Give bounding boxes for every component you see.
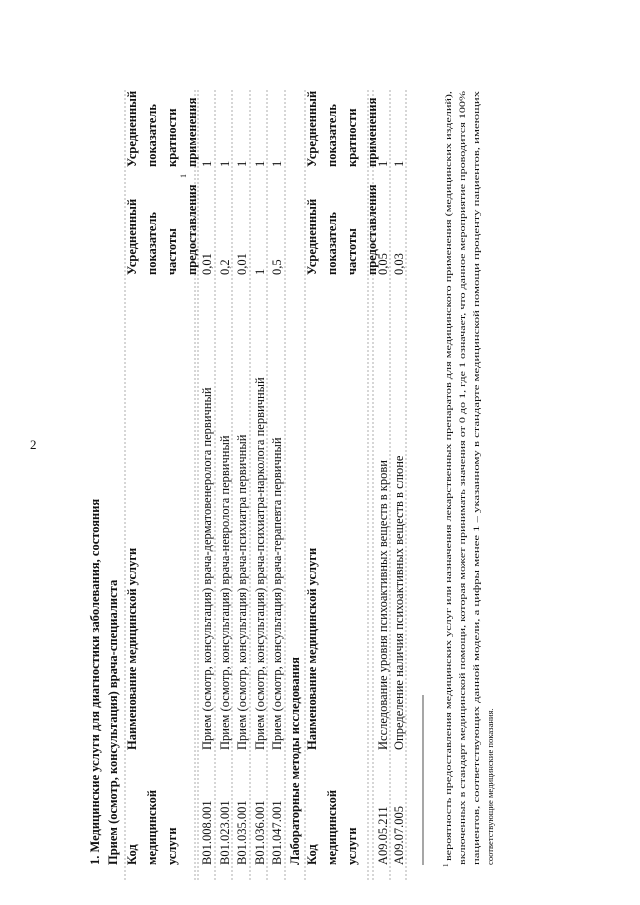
row5-name: Прием (осмотр, консультация) врача-терапевта первичный (270, 437, 284, 750)
header2-mult-4: применения (365, 97, 379, 167)
header-code-3: услуги (165, 827, 179, 865)
header-mult-2: показатель (145, 104, 159, 167)
row4-name: Прием (осмотр, консультация) врача-психиатра-нарколога первичный (253, 377, 267, 750)
row7-code: A09.07.005 (392, 805, 406, 865)
header2-freq-4: предоставления (365, 184, 379, 275)
header-freq-1: Усредненный (125, 198, 139, 275)
header2-code-1: Код (305, 844, 319, 865)
row2-code: B01.023.001 (218, 800, 232, 865)
row5-freq: 0,5 (270, 259, 284, 275)
header2-freq-1: Усредненный (305, 198, 319, 275)
page-number: 2 (30, 437, 37, 452)
row7-mult: 1 (392, 160, 406, 167)
row3-code: B01.035.001 (235, 800, 249, 865)
row1-code: B01.008.001 (200, 800, 214, 865)
footnote-line-2: включенных в стандарт медицинской помощи, которая может принимать значения от 0 до 1, где 1 означает, что данное мероприятие проводится 100% (457, 313, 467, 865)
section-title: 1. Медицинские услуги для диагностики заболевания, состояния (88, 498, 102, 865)
header-code-1: Код (125, 844, 139, 865)
group1-title: Прием (осмотр, консультация) врача-специалиста (106, 579, 120, 865)
row1-mult: 1 (200, 160, 214, 167)
footnote-line-3: пациентов, соответствующих данной модели, а цифры менее 1 – указанному в стандарте медицинской помощи проценту пациентов, имеющих (471, 340, 481, 865)
footnote-ref: 1 (179, 174, 188, 178)
row4-freq: 1 (253, 268, 267, 275)
header-name: Наименование медицинской услуги (125, 547, 139, 750)
row4-code: B01.036.001 (253, 800, 267, 865)
row1-name: Прием (осмотр, консультация) врача-дерматовенеролога первичный (200, 387, 214, 750)
row2-name: Прием (осмотр, консультация) врача-невролога первичный (218, 435, 232, 750)
header2-mult-3: кратности (345, 108, 359, 167)
row4-mult: 1 (253, 160, 267, 167)
row3-name: Прием (осмотр, консультация) врача-психиатра первичный (235, 434, 249, 750)
header2-mult-1: Усредненный (305, 90, 319, 167)
header2-code-3: услуги (345, 827, 359, 865)
row6-name: Исследование уровня психоактивных веществ в крови (376, 460, 390, 750)
footnote-line-1: вероятность предоставления медицинских услуг или назначения лекарственных препаратов для медицинского применения (медицинских изделий), (443, 318, 453, 861)
header-freq-3: частоты (165, 228, 179, 275)
row6-mult: 1 (376, 160, 390, 167)
row1-freq: 0,01 (200, 253, 214, 275)
header2-freq-2: показатель (325, 212, 339, 275)
row3-mult: 1 (235, 160, 249, 167)
row3-freq: 0,01 (235, 253, 249, 275)
row5-mult: 1 (270, 160, 284, 167)
footnote-line-4: соответствующие медицинские показания. (485, 708, 495, 865)
header2-freq-3: частоты (345, 228, 359, 275)
header2-mult-2: показатель (325, 104, 339, 167)
row7-name: Определение наличия психоактивных веществ в слюне (392, 455, 406, 750)
row5-code: B01.047.001 (270, 800, 284, 865)
row7-freq: 0,03 (392, 253, 406, 275)
footnote-marker: 1 (442, 863, 450, 867)
header-mult-1: Усредненный (125, 90, 139, 167)
header2-name: Наименование медицинской услуги (305, 547, 319, 750)
header-code-2: медицинской (145, 789, 159, 865)
header-mult-3: кратности (165, 108, 179, 167)
row2-mult: 1 (218, 160, 232, 167)
row2-freq: 0,2 (218, 259, 232, 275)
row6-freq: 0,05 (376, 253, 390, 275)
header2-code-2: медицинской (325, 789, 339, 865)
header-mult-4: применения (185, 97, 199, 167)
header-freq-2: показатель (145, 212, 159, 275)
group2-title: Лабораторные методы исследования (288, 657, 302, 865)
row6-code: A09.05.211 (376, 806, 390, 865)
rotated-document (88, 90, 495, 880)
header-freq-4: предоставления (185, 184, 199, 275)
